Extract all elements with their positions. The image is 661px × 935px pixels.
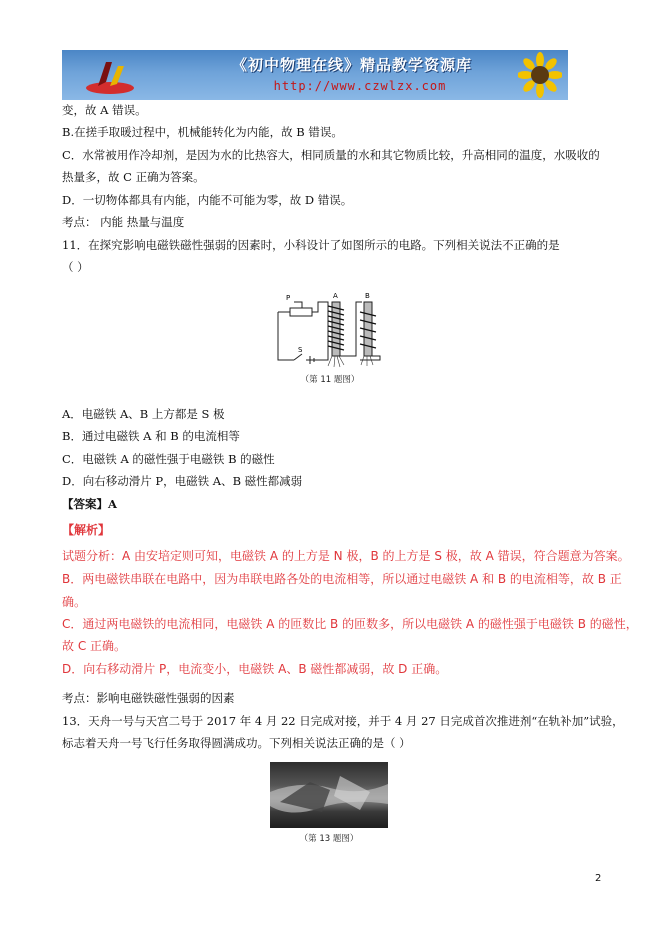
label-b: B xyxy=(365,292,370,300)
label-p: P xyxy=(286,294,291,302)
analysis-line: 故 C 正确。 xyxy=(62,639,127,653)
analysis-header: 【解析】 xyxy=(62,523,111,537)
spacecraft-photo xyxy=(270,762,388,828)
question-11-stem: 11．在探究影响电磁铁磁性强弱的因素时，小科设计了如图所示的电路。下列相关说法不正确的是 xyxy=(62,238,560,252)
banner-title: 《初中物理在线》精品教学资源库 xyxy=(231,56,472,74)
text-line: B.在搓手取暖过程中，机械能转化为内能，故 B 错误。 xyxy=(62,125,343,139)
question-13-stem: 13．天舟一号与天宫二号于 2017 年 4 月 22 日完成对接，并于 4 月 27 日完成首次推进剂“在轨补加”试验， xyxy=(62,714,624,728)
analysis-line: D．向右移动滑片 P，电流变小，电磁铁 A、B 磁性都减弱，故 D 正确。 xyxy=(62,662,448,676)
figure-13-caption: （第 13 题图） xyxy=(299,834,359,844)
option-b: B．通过电磁铁 A 和 B 的电流相等 xyxy=(62,429,240,443)
analysis-line: B．两电磁铁串联在电路中，因为串联电路各处的电流相等，所以通过电磁铁 A 和 B 的电流相等，故 B 正 xyxy=(62,572,622,586)
sunflower-icon xyxy=(518,52,562,98)
key-point-11: 考点：影响电磁铁磁性强弱的因素 xyxy=(62,691,235,705)
answer: 【答案】A xyxy=(62,497,117,511)
analysis-line: 试题分析：A 由安培定则可知，电磁铁 A 的上方是 N 极，B 的上方是 S 极，故 A 错误，符合题意为答案。 xyxy=(62,549,630,563)
figure-11-caption: （第 11 题图） xyxy=(300,375,360,385)
logo-icon xyxy=(84,56,136,96)
text-line: 变，故 A 错误。 xyxy=(62,103,147,117)
banner-url[interactable]: http://www.czwlzx.com xyxy=(273,79,447,93)
text-line: C．水常被用作冷却剂，是因为水的比热容大，相同质量的水和其它物质比较，升高相同的温度，水吸收的 xyxy=(62,148,600,162)
earth-horizon-image xyxy=(270,762,388,828)
header-banner xyxy=(62,50,568,100)
label-a: A xyxy=(333,292,338,300)
analysis-line: C．通过两电磁铁的电流相同，电磁铁 A 的匝数比 B 的匝数多，所以电磁铁 A 的磁性强于电磁铁 B 的磁性， xyxy=(62,617,638,631)
page-number: 2 xyxy=(595,873,602,884)
option-a: A．电磁铁 A、B 上方都是 S 极 xyxy=(62,407,225,421)
text-line: D．一切物体都具有内能，内能不可能为零，故 D 错误。 xyxy=(62,193,353,207)
analysis-line: 确。 xyxy=(62,595,87,609)
option-d: D．向右移动滑片 P，电磁铁 A、B 磁性都减弱 xyxy=(62,474,303,488)
question-13-stem: 标志着天舟一号飞行任务取得圆满成功。下列相关说法正确的是（ ） xyxy=(62,736,411,750)
question-11-blank: （ ） xyxy=(62,260,89,274)
option-c: C．电磁铁 A 的磁性强于电磁铁 B 的磁性 xyxy=(62,452,275,466)
text-line: 热量多，故 C 正确为答案。 xyxy=(62,170,205,184)
label-s: S xyxy=(298,346,303,354)
circuit-diagram xyxy=(272,290,390,370)
key-point: 考点： 内能 热量与温度 xyxy=(62,215,185,229)
